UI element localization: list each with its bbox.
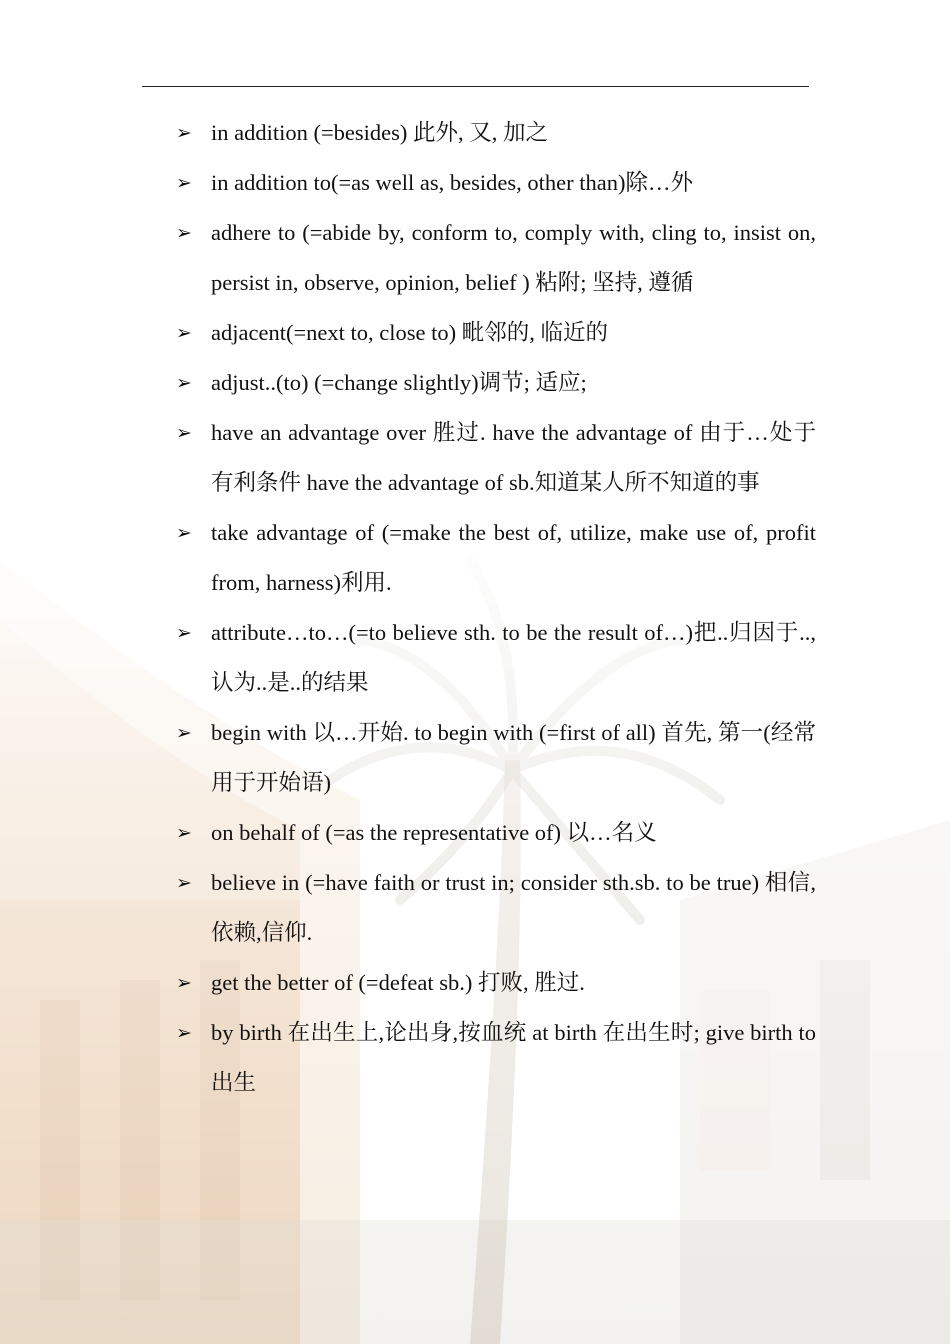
vocab-entry	[176, 808, 816, 858]
vocab-entry-text: have an advantage over 胜过. have the advantage of 由于…处于有利条件 have the advantage of sb.知道某人所不知道的事	[211, 420, 816, 495]
vocab-entry-text: adhere to (=abide by, conform to, comply with, cling to, insist on, persist in, observe, opinion, belief ) 粘附; 坚持, 遵循	[211, 220, 816, 295]
arrow-bullet-icon: ➢	[176, 822, 192, 844]
vocabulary-list-container	[176, 108, 816, 1108]
arrow-bullet-icon: ➢	[176, 122, 192, 144]
arrow-bullet-icon: ➢	[176, 322, 192, 344]
arrow-bullet-icon: ➢	[176, 872, 192, 894]
vocab-entry	[176, 708, 816, 808]
vocab-entry	[176, 208, 816, 308]
vocab-entry-text: begin with 以…开始. to begin with (=first of all) 首先, 第一(经常用于开始语)	[211, 720, 816, 795]
arrow-bullet-icon: ➢	[176, 622, 192, 644]
vocab-entry	[176, 108, 816, 158]
vocab-entry-text: in addition to(=as well as, besides, other than)除…外	[211, 170, 693, 195]
arrow-bullet-icon: ➢	[176, 422, 192, 444]
vocab-entry-text: attribute…to…(=to believe sth. to be the result of…)把..归因于.., 认为..是..的结果	[211, 620, 816, 695]
vocab-entry-text: get the better of (=defeat sb.) 打败, 胜过.	[211, 970, 585, 995]
arrow-bullet-icon: ➢	[176, 522, 192, 544]
vocab-entry	[176, 508, 816, 608]
vocab-entry	[176, 958, 816, 1008]
vocab-entry-text: on behalf of (=as the representative of) 以…名义	[211, 820, 657, 845]
arrow-bullet-icon: ➢	[176, 222, 192, 244]
vocab-entry	[176, 358, 816, 408]
vocab-entry	[176, 408, 816, 508]
vocab-entry	[176, 858, 816, 958]
vocab-entry-text: in addition (=besides) 此外, 又, 加之	[211, 120, 549, 145]
vocab-entry-text: adjust..(to) (=change slightly)调节; 适应;	[211, 370, 587, 395]
arrow-bullet-icon: ➢	[176, 372, 192, 394]
vocab-entry	[176, 158, 816, 208]
vocab-entry-text: believe in (=have faith or trust in; consider sth.sb. to be true) 相信,依赖,信仰.	[211, 870, 816, 945]
arrow-bullet-icon: ➢	[176, 172, 192, 194]
arrow-bullet-icon: ➢	[176, 972, 192, 994]
vocab-entry	[176, 608, 816, 708]
vocab-entry-text: by birth 在出生上,论出身,按血统 at birth 在出生时; give birth to 出生	[211, 1020, 816, 1095]
arrow-bullet-icon: ➢	[176, 1022, 192, 1044]
vocab-entry-text: adjacent(=next to, close to) 毗邻的, 临近的	[211, 320, 608, 345]
vocabulary-list	[176, 108, 816, 1108]
vocab-entry-text: take advantage of (=make the best of, utilize, make use of, profit from, harness)利用.	[211, 520, 816, 595]
vocab-entry	[176, 308, 816, 358]
vocab-entry	[176, 1008, 816, 1108]
arrow-bullet-icon: ➢	[176, 722, 192, 744]
header-rule	[142, 86, 809, 87]
